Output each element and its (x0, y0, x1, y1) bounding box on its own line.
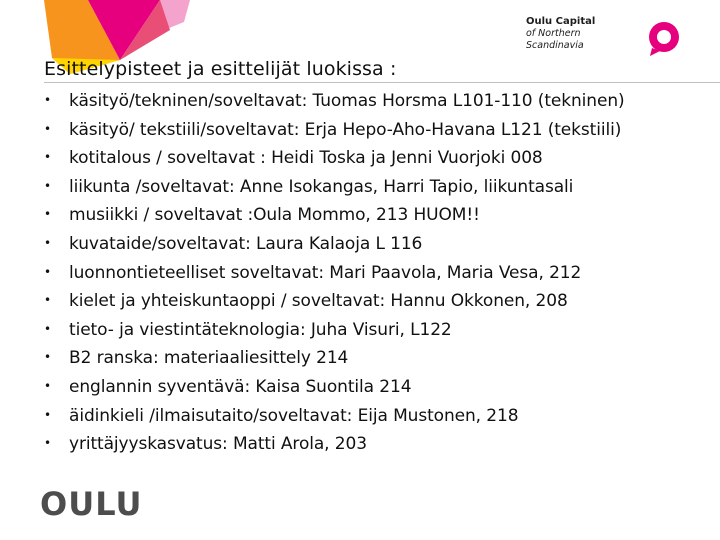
list-item-text: englannin syventävä: Kaisa Suontila 214 (69, 376, 412, 397)
bullet: • (44, 378, 52, 393)
list-item-text: B2 ranska: materiaaliesittely 214 (69, 348, 349, 369)
list-item-text: käsityö/ tekstiili/soveltavat: Erja Hepo-Aho-Havana L121 (tekstiili) (69, 119, 622, 140)
bullet: • (44, 178, 52, 193)
bullet: • (44, 293, 52, 308)
list-item-text: tieto- ja viestintäteknologia: Juha Visuri, L122 (69, 319, 452, 340)
bullet: • (44, 407, 52, 422)
brand-line-1: Oulu Capital (526, 16, 596, 27)
list-item-text: äidinkieli /ilmaisutaito/soveltavat: Eija Mustonen, 218 (69, 405, 519, 426)
title-divider (44, 82, 720, 83)
list-item-text: kuvataide/soveltavat: Laura Kalaoja L 116 (69, 233, 423, 254)
page-title: Esittelypisteet ja esittelijät luokissa : (44, 58, 397, 80)
brand-logo (526, 16, 686, 60)
presenter-list (44, 89, 704, 461)
list-item (44, 432, 704, 461)
list-item (44, 375, 704, 404)
brand-text (526, 16, 646, 52)
bullet: • (44, 436, 52, 451)
list-item-text: luonnontieteelliset soveltavat: Mari Paavola, Maria Vesa, 212 (69, 262, 582, 283)
list-item (44, 318, 704, 347)
list-item (44, 146, 704, 175)
bullet: • (44, 93, 52, 107)
list-item (44, 404, 704, 433)
bullet: • (44, 207, 52, 222)
list-item (44, 203, 704, 232)
bullet: • (44, 150, 52, 165)
bullet: • (44, 264, 52, 279)
list-item (44, 175, 704, 204)
list-item (44, 346, 704, 375)
list-item-text: yrittäjyyskasvatus: Matti Arola, 203 (69, 434, 367, 455)
bullet: • (44, 121, 52, 136)
list-item-text: käsityö/tekninen/soveltavat: Tuomas Horsma L101-110 (tekninen) (69, 91, 625, 111)
list-item (44, 289, 704, 318)
list-item (44, 232, 704, 261)
bullet: • (44, 350, 52, 365)
bullet: • (44, 321, 52, 336)
list-item-text: liikunta /soveltavat: Anne Isokangas, Harri Tapio, liikuntasali (69, 176, 574, 197)
list-item-text: kotitalous / soveltavat : Heidi Toska ja Jenni Vuorjoki 008 (69, 148, 543, 169)
brand-line-2: of Northern (526, 28, 581, 39)
list-item-text: musiikki / soveltavat :Oula Mommo, 213 HUOM!! (69, 205, 480, 226)
list-item (44, 261, 704, 290)
footer-logo: OULU (40, 485, 143, 523)
speech-bubble-logo-icon (646, 20, 682, 56)
list-item (44, 118, 704, 147)
list-item-text: kielet ja yhteiskuntaoppi / soveltavat: Hannu Okkonen, 208 (69, 291, 568, 312)
bullet: • (44, 235, 52, 250)
list-item (44, 89, 704, 118)
brand-line-3: Scandinavia (526, 40, 584, 51)
